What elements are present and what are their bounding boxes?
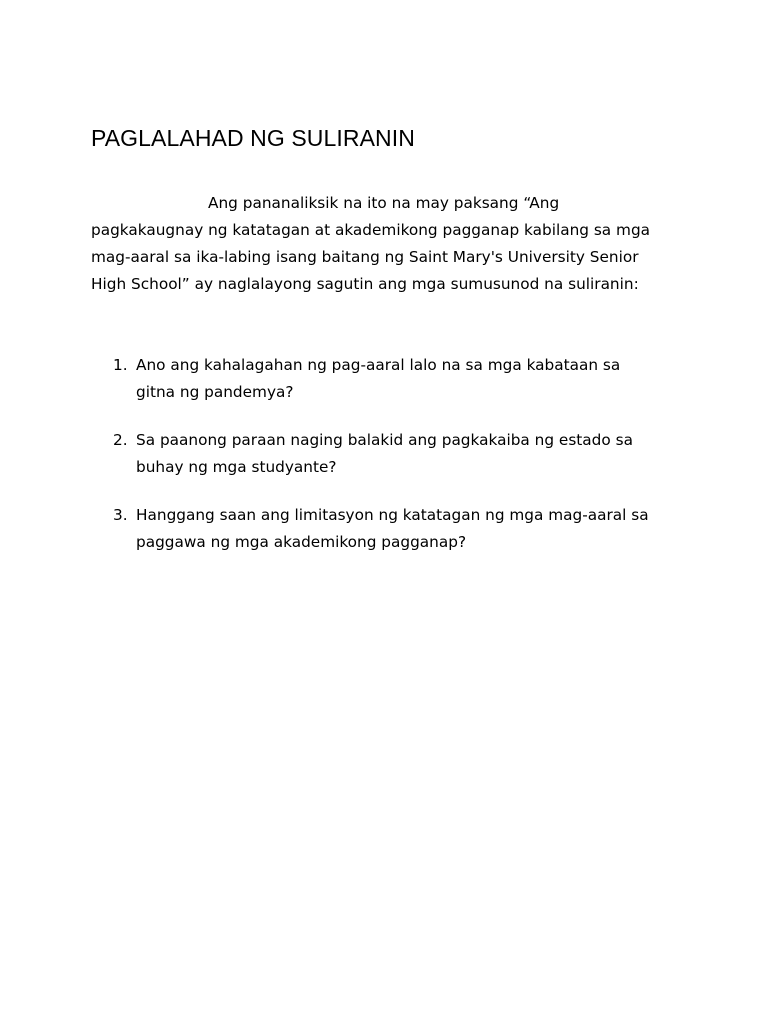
list-item-number: 2. xyxy=(113,431,128,449)
list-item-text: paggawa ng mga akademikong pagganap? xyxy=(136,533,467,551)
list-item-number: 3. xyxy=(113,506,128,524)
intro-line: pagkakaugnay ng katatagan at akademikong pagganap kabilang sa mga xyxy=(91,221,651,239)
section-heading: PAGLALAHAD NG SULIRANIN xyxy=(91,125,415,151)
list-item xyxy=(113,427,693,481)
list-item-text: Sa paanong paraan naging balakid ang pagkakaiba ng estado sa xyxy=(136,431,633,449)
list-item-number: 1. xyxy=(113,356,128,374)
intro-line: Ang pananaliksik na ito na may paksang “Ang xyxy=(208,194,560,212)
intro-paragraph xyxy=(91,190,691,298)
intro-line: High School” ay naglalayong sagutin ang mga sumusunod na suliranin: xyxy=(91,275,639,293)
research-questions-list xyxy=(113,352,693,577)
list-item xyxy=(113,502,693,556)
list-item-text: Hanggang saan ang limitasyon ng katatagan ng mga mag-aaral sa xyxy=(136,506,649,524)
list-item-text: gitna ng pandemya? xyxy=(136,383,294,401)
list-item-text: Ano ang kahalagahan ng pag-aaral lalo na sa mga kabataan sa xyxy=(136,356,621,374)
intro-line: mag-aaral sa ika-labing isang baitang ng Saint Mary's University Senior xyxy=(91,248,639,266)
list-item-text: buhay ng mga studyante? xyxy=(136,458,337,476)
list-item xyxy=(113,352,693,406)
